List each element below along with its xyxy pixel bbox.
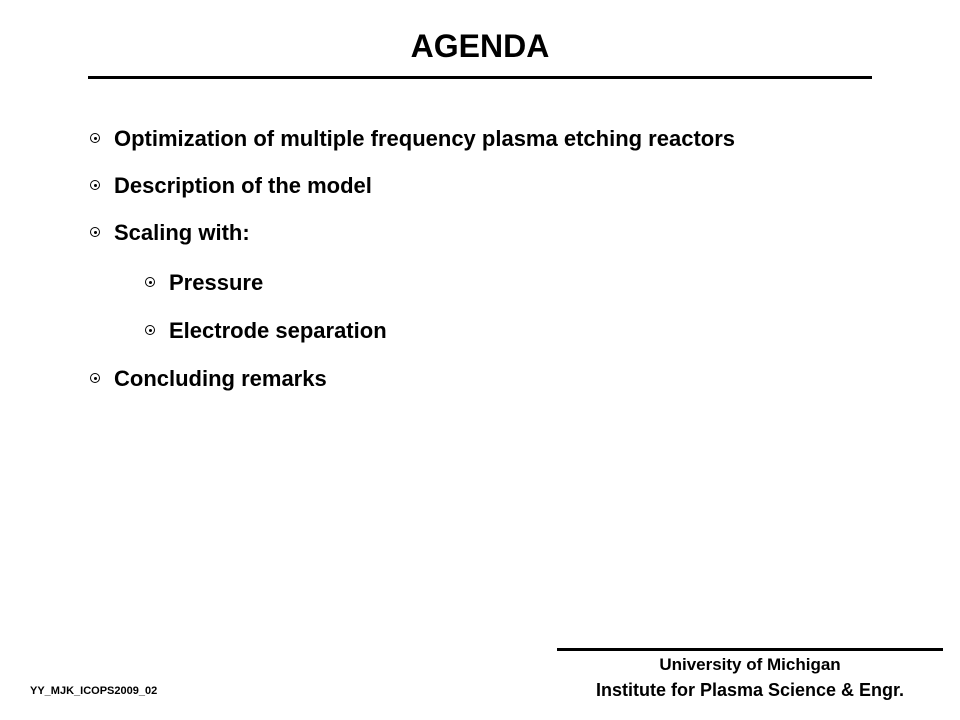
- bullet-icon: [145, 277, 155, 287]
- footer-institute: Institute for Plasma Science & Engr.: [595, 680, 905, 700]
- bullet-icon: [145, 325, 155, 335]
- list-item-text: Electrode separation: [169, 318, 387, 343]
- footer-divider: [557, 648, 943, 651]
- bullet-icon: [90, 180, 100, 190]
- footer-university: University of Michigan: [659, 655, 841, 674]
- bullet-icon: [90, 373, 100, 383]
- list-item: [90, 218, 250, 248]
- page-title: AGENDA: [410, 28, 550, 64]
- bullet-icon: [90, 133, 100, 143]
- list-item: [145, 316, 387, 346]
- slide-id: YY_MJK_ICOPS2009_02: [30, 685, 158, 697]
- list-item-text: Concluding remarks: [114, 366, 327, 391]
- list-item: [90, 364, 327, 394]
- bullet-icon: [90, 227, 100, 237]
- list-item: [145, 268, 263, 298]
- list-item-text: Pressure: [169, 270, 264, 295]
- list-item-text: Scaling with:: [114, 220, 250, 245]
- list-item: [90, 171, 372, 201]
- list-item-text: Optimization of multiple frequency plasma etching reactors: [114, 126, 736, 151]
- list-item: [90, 124, 735, 154]
- list-item-text: Description of the model: [114, 173, 372, 198]
